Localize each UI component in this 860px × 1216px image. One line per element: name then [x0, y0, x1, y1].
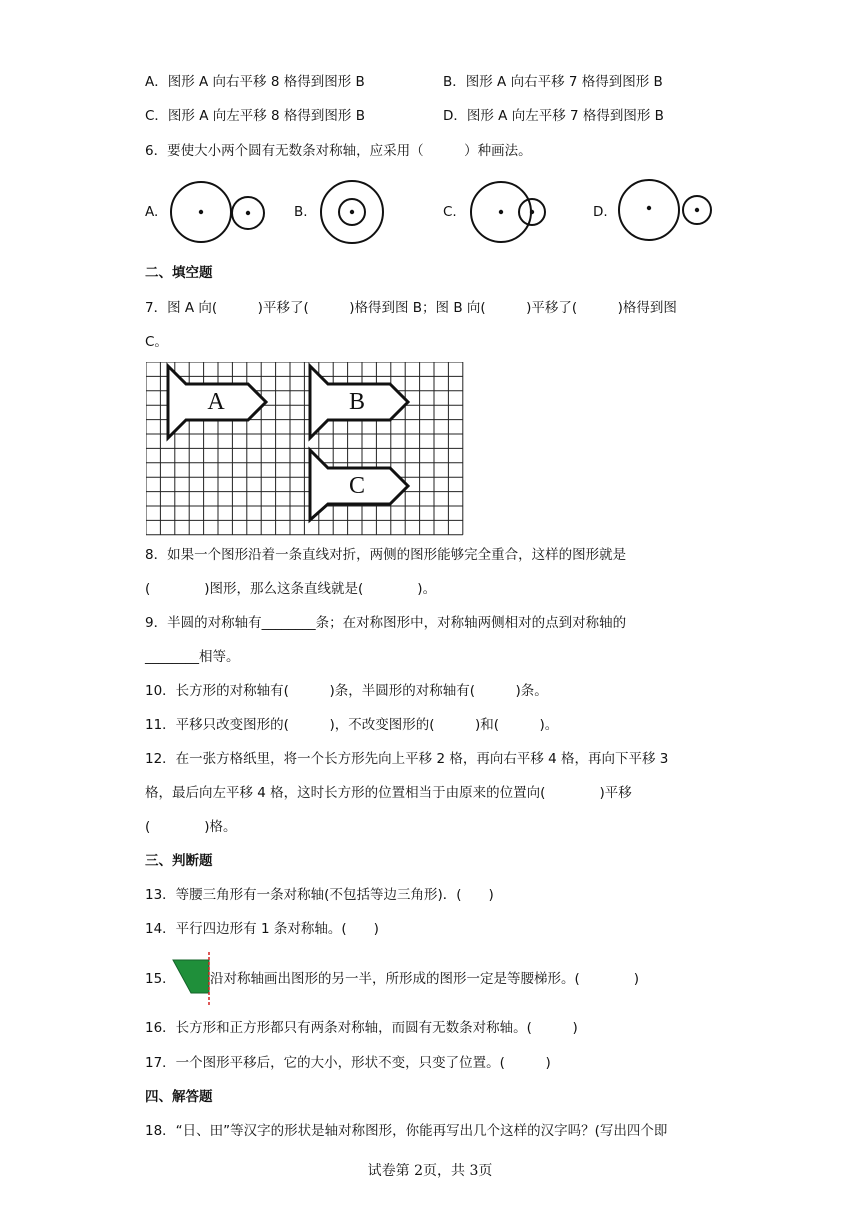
- q7-line-1: 7．图 A 向( )平移了( )格得到图 B；图 B 向( )平移了( )格得到图: [145, 300, 677, 316]
- q11-text: 11．平移只改变图形的( )，不改变图形的( )和( )。: [145, 717, 559, 733]
- shape-label-a: A: [207, 389, 225, 415]
- q15-text: 沿对称轴画出图形的另一半，所形成的图形一定是等腰梯形。( ): [210, 971, 640, 987]
- section-heading-fill-in: 二、填空题: [145, 265, 213, 281]
- q6-label-a: A.: [145, 204, 159, 220]
- q6-label-d: D.: [593, 204, 608, 220]
- q7-grid-figure: [146, 362, 472, 536]
- shape-label-b: B: [348, 389, 366, 415]
- q9-line-2: ________相等。: [145, 649, 240, 665]
- q5-option-b: B．图形 A 向右平移 7 格得到图形 B: [443, 74, 663, 90]
- shape-label-c: C: [348, 473, 366, 499]
- q12-line-1: 12．在一张方格纸里，将一个长方形先向上平移 2 格，再向右平移 4 格，再向下平移 3: [145, 751, 669, 767]
- q16-text: 16．长方形和正方形都只有两条对称轴，而圆有无数条对称轴。( ): [145, 1020, 578, 1036]
- section-heading-answer: 四、解答题: [145, 1089, 213, 1105]
- q12-line-3: ( )格。: [145, 819, 237, 835]
- q6-label-b: B.: [294, 204, 308, 220]
- q6-figure-a: [168, 180, 268, 244]
- section-heading-judgement: 三、判断题: [145, 853, 213, 869]
- q5-option-c: C．图形 A 向左平移 8 格得到图形 B: [145, 108, 365, 124]
- q10-text: 10．长方形的对称轴有( )条，半圆形的对称轴有( )条。: [145, 683, 548, 699]
- q6-stem: 6．要使大小两个圆有无数条对称轴，应采用（ ）种画法。: [145, 143, 532, 159]
- q5-option-d: D．图形 A 向左平移 7 格得到图形 B: [443, 108, 664, 124]
- page-footer: 试卷第 2页，共 3页: [367, 1163, 493, 1179]
- q9-line-1: 9．半圆的对称轴有________条；在对称图形中，对称轴两侧相对的点到对称轴的: [145, 615, 627, 631]
- q8-line-2: ( )图形，那么这条直线就是( )。: [145, 581, 437, 597]
- q7-line-2: C。: [145, 334, 168, 350]
- q6-figure-b: [318, 178, 386, 246]
- q15-number: 15．: [145, 971, 176, 987]
- q6-figure-d: [617, 177, 717, 243]
- q5-option-a: A．图形 A 向右平移 8 格得到图形 B: [145, 74, 365, 90]
- q8-line-1: 8．如果一个图形沿着一条直线对折，两侧的图形能够完全重合，这样的图形就是: [145, 547, 627, 563]
- q13-text: 13．等腰三角形有一条对称轴(不包括等边三角形)．( ): [145, 887, 494, 903]
- q18-text: 18．“日、田”等汉字的形状是轴对称图形，你能再写出几个这样的汉字吗？(写出四个即: [145, 1123, 668, 1139]
- q6-figure-c: [469, 179, 551, 245]
- q14-text: 14．平行四边形有 1 条对称轴。( ): [145, 921, 379, 937]
- q6-label-c: C.: [443, 204, 457, 220]
- q12-line-2: 格，最后向左平移 4 格，这时长方形的位置相当于由原来的位置向( )平移: [145, 785, 632, 801]
- q17-text: 17．一个图形平移后，它的大小，形状不变，只变了位置。( ): [145, 1055, 551, 1071]
